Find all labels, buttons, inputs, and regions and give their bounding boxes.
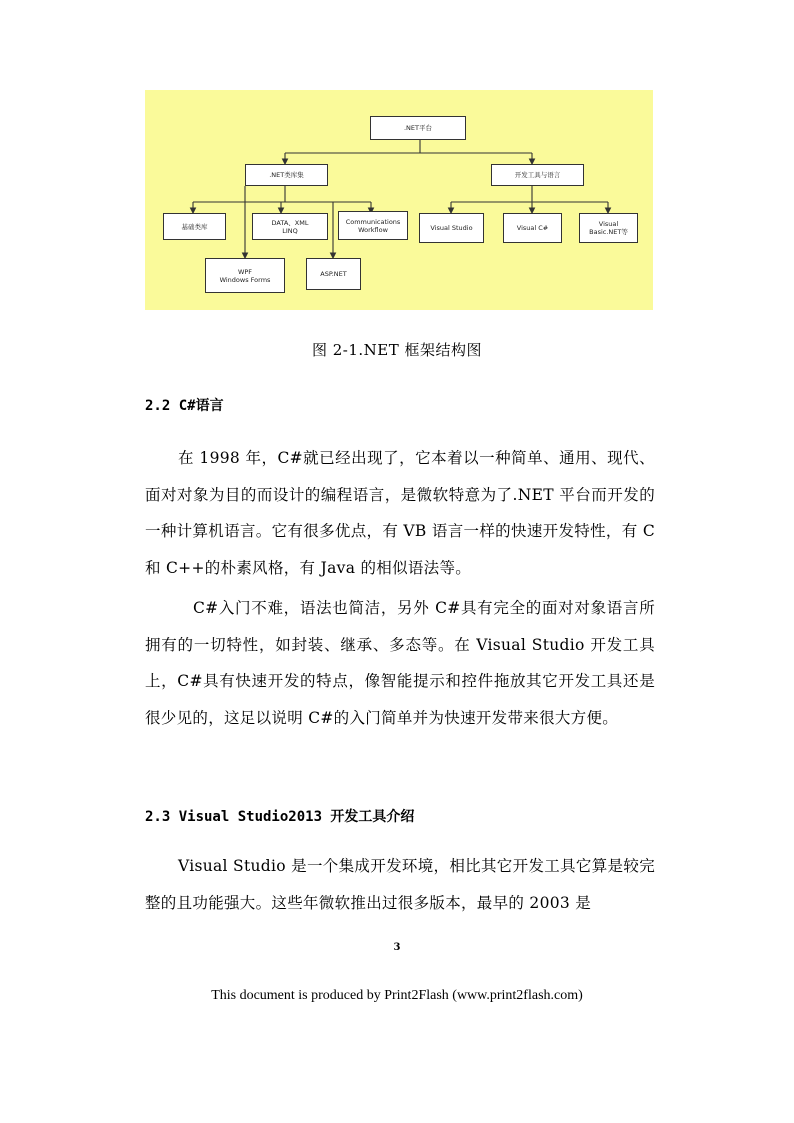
node-wpf-windows-forms: WPF Windows Forms — [205, 258, 285, 293]
paragraph-visual-studio-intro: Visual Studio 是一个集成开发环境，相比其它开发工具它算是较完整的且功能强大。这些年微软推出过很多版本，最早的 2003 是 — [145, 857, 655, 912]
node-visual-basic: Visual Basic.NET等 — [579, 213, 638, 243]
node-data-xml-linq: DATA、XML LINQ — [252, 213, 328, 240]
net-framework-diagram — [145, 90, 653, 310]
paragraph-csharp-intro: 在 1998 年，C#就已经出现了，它本着以一种简单、通用、现代、面对对象为目的而设计的编程语言，是微软特意为了.NET 平台而开发的一种计算机语言。它有很多优点，有 VB 语言一样的快速开发特性，有 C 和 C++的朴素风格，有 Java 的相似语法等。 — [145, 449, 655, 577]
node-communications-workflow: Communications Workflow — [338, 211, 408, 240]
node-class-library: .NET类库集 — [245, 164, 328, 186]
page-number: 3 — [393, 942, 401, 953]
node-dev-tools: 开发工具与语言 — [491, 164, 584, 186]
section-heading-2-3: 2.3 Visual Studio2013 开发工具介绍 — [145, 809, 415, 825]
figure-caption: 图 2-1.NET 框架结构图 — [311, 341, 483, 359]
node-root: .NET平台 — [370, 116, 466, 140]
node-base-library: 基础类库 — [163, 213, 226, 240]
node-visual-studio: Visual Studio — [419, 213, 484, 243]
node-visual-csharp: Visual C# — [503, 213, 562, 243]
section-heading-2-2: 2.2 C#语言 — [145, 398, 224, 414]
paragraph-csharp-features: C#入门不难，语法也简洁，另外 C#具有完全的面对对象语言所拥有的一切特性，如封装、继承、多态等。在 Visual Studio 开发工具上，C#具有快速开发的特点，像智能提示和控件拖放其它开发工具还是很少见的，这足以说明 C#的入门简单并为快速开发带来很大方便。 — [145, 599, 655, 727]
footer-note: This document is produced by Print2Flash (www.print2flash.com) — [211, 988, 583, 1003]
node-aspnet: ASP.NET — [306, 258, 361, 290]
